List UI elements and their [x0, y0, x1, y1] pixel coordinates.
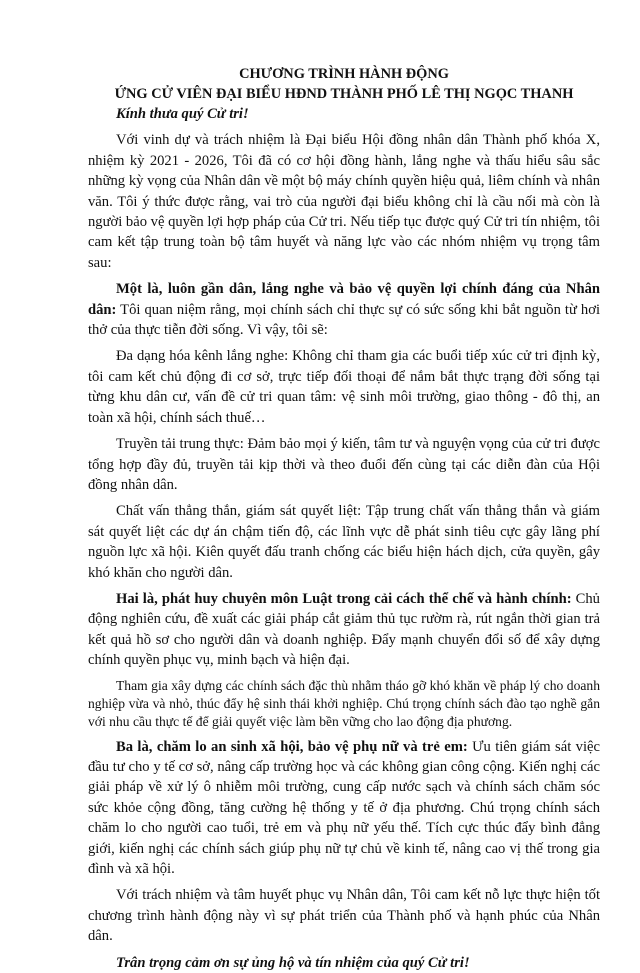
- section-2-heading: Hai là, phát huy chuyên môn Luật trong cải cách thể chế và hành chính:: [116, 590, 572, 607]
- section-1-heading: Một là, luôn gần dân, lắng nghe và bảo vệ quyền lợi chính đáng của Nhân dân:: [88, 281, 600, 318]
- conclusion-paragraph: Với trách nhiệm và tâm huyết phục vụ Nhân dân, Tôi cam kết nỗ lực thực hiện tốt chương trình hành động này vì sự phát triển của Thành phố và hạnh phúc của Nhân dân.: [88, 887, 600, 945]
- section-1-text: Tôi quan niệm rằng, mọi chính sách chỉ thực sự có sức sống khi bắt nguồn từ hơi thở của thực tiễn đời sống. Vì vậy, tôi sẽ:: [88, 301, 600, 339]
- section-2-paragraph: [88, 589, 600, 671]
- intro-paragraph: Với vinh dự và trách nhiệm là Đại biểu Hội đồng nhân dân Thành phố khóa X, nhiệm kỳ 2021 - 2026, Tôi đã có cơ hội đồng hành, lắng nghe và thấu hiểu sâu sắc những kỳ vọng của Nhân dân về một bộ máy chính quyền hiệu quả, liêm chính và nhân văn. Tôi ý thức được rằng, vai trò của người đại biểu không chỉ là cầu nối mà còn là người bảo vệ quyền lợi hợp pháp của Cử tri. Nếu tiếp tục được quý Cử tri tín nhiệm, tôi cam kết tập trung toàn bộ tâm huyết và năng lực vào các nhóm nhiệm vụ trọng tâm sau:: [88, 132, 600, 271]
- section-1-item-transmit: Truyền tải trung thực: Đảm bảo mọi ý kiến, tâm tư và nguyện vọng của cử tri được tổng hợp đầy đủ, truyền tải kịp thời và theo đuổi đến cùng tại các diễn đàn của Hội đồng nhân dân.: [88, 436, 600, 493]
- section-3-text: Ưu tiên giám sát việc đầu tư cho y tế cơ sở, nâng cấp trường học và các không gian công cộng. Kiến nghị các giải pháp về xử lý ô nhiễm môi trường, cung cấp nước sạch và chính sách chăm sóc sức khỏe cộng đồng, tăng cường hệ thống y tế ở địa phương. Chú trọng chính sách chăm lo cho người cao tuổi, trẻ em và phụ nữ yếu thế. Tích cực thúc đẩy bình đẳng giới, kiến nghị các chính sách giúp phụ nữ tự chủ về kinh tế, nâng cao vị thế trong gia đình và xã hội.: [88, 738, 600, 877]
- document-title-line-2: ỨNG CỬ VIÊN ĐẠI BIỂU HĐND THÀNH PHỐ LÊ THỊ NGỌC THANH: [114, 86, 574, 102]
- section-1-item-listening: Đa dạng hóa kênh lắng nghe: Không chỉ tham gia các buổi tiếp xúc cử tri định kỳ, tôi cam kết chủ động đi cơ sở, trực tiếp đối thoại để nắm bắt thực trạng đời sống tại từng khu dân cư, vấn đề cử tri quan tâm: vệ sinh môi trường, giao thông - đô thị, an toàn xã hội, chính sách thuế…: [88, 348, 600, 426]
- section-1-item-oversight: Chất vấn thẳng thắn, giám sát quyết liệt: Tập trung chất vấn thẳng thắn và giám sát quyết liệt các dự án chậm tiến độ, các lĩnh vực dễ phát sinh tiêu cực gây lãng phí nguồn lực xã hội. Kiên quyết đấu tranh chống các biểu hiện hách dịch, cửa quyền, gây khó khăn cho người dân.: [88, 503, 600, 581]
- document-title-line-1: CHƯƠNG TRÌNH HÀNH ĐỘNG: [239, 66, 449, 82]
- section-2-item-policy: Tham gia xây dựng các chính sách đặc thù nhằm tháo gỡ khó khăn về pháp lý cho doanh nghiệp vừa và nhỏ, thúc đẩy hệ sinh thái khởi nghiệp. Chú trọng chính sách đào tạo nghề gắn với nhu cầu thực tế để giải quyết việc làm bền vững cho lao động địa phương.: [88, 677, 600, 729]
- salutation: Kính thưa quý Cử tri!: [116, 106, 249, 122]
- closing-line: Trân trọng cảm ơn sự ủng hộ và tín nhiệm của quý Cử tri!: [116, 954, 470, 971]
- section-3-paragraph: [88, 737, 600, 880]
- section-2-text: Chủ động nghiên cứu, đề xuất các giải pháp cắt giảm thủ tục rườm rà, rút ngắn thời gian trả kết quả hồ sơ cho người dân và doanh nghiệp. Đẩy mạnh chuyển đổi số để xây dựng chính quyền phục vụ, minh bạch và hiện đại.: [88, 590, 600, 669]
- section-3-heading: Ba là, chăm lo an sinh xã hội, bảo vệ phụ nữ và trẻ em:: [116, 738, 468, 755]
- section-1-paragraph: [88, 279, 600, 340]
